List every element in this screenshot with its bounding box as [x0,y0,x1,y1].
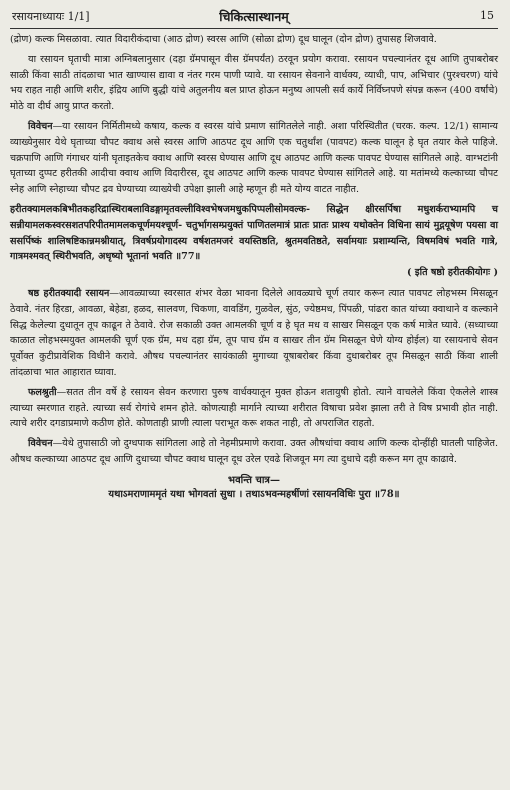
commentary-text: —या रसायन निर्मितीमध्ये कषाय, कल्क व स्वरस यांचे प्रमाण सांगितलेले नाही. अशा परिस्थितीत (चरक. कल्प. 12/1) सामान्य व्याख्येनुसार येथे घृताच्या चौपट क्वाथ असे स्वरस आणि आठपट दूध आणि एक चतुर्थांश (पावपट) कल्क घालून हे घृत तयार केले पाहिजे. चक्रपाणि आणि गंगाधर यांनी घृताइतकेच क्वाथ आणि स्वरस घेण्यास आणि दूध आठपट आणि कल्क पावपट घेण्यास सांगितले आहे. वाग्भटांनी घृताच्या दुप्पट हरीतकी आदीचा क्वाथ आणि विदारीरस, दूध आठपट आणि कल्क पावपट घेण्यास सांगितले आहे. या मतांमध्ये कल्काच्या चौपट स्नेह आणि स्नेहाच्या चौपट द्रव घेण्याच्या व्याख्येची उपेक्षा झाली आहे म्हणून ही मते योग्य वाटत नाहीत. [10,120,498,196]
verse-intro-heading: भवन्ति चात्र— [228,474,280,486]
commentary2-lead: विवेचन [28,438,53,450]
sanskrit-verse-78: यथाऽमराणाममृतं यथा भोगवतां सुधा । तथाऽभवन्महर्षीणां रसायनविधिः पुरा ॥78॥ [108,488,400,500]
phalashruti-text: —सतत तीन वर्षे हे रसायन सेवन करणारा पुरुष वार्धक्यातून मुक्त होऊन शतायुषी होतो. त्याने वाचलेले किंवा ऐकलेले शास्त्र त्याच्या स्मरणात राहते. त्याच्या सर्व रोगांचे शमन होते. कोणत्याही मार्गाने त्याच्या शरीरात विषाचा प्रवेश झाला तरी ते विष प्रभावी होत नाही. त्याचे शरीर दगडाप्रमाणे कठीण होते. कोणताही प्राणी त्याला पराभूत करू शकत नाही, तो अपराजित राहतो. [10,386,498,430]
commentary-lead: विवेचन [28,120,53,132]
running-title: चिकित्सास्थानम् [219,9,289,24]
paragraph-phalashruti [10,385,498,432]
page-header [10,6,498,29]
section-text: —आवळ्याच्या स्वरसात शंभर वेळा भावना दिलेले आवळ्याचे चूर्ण तयार करून त्यात पावपट लोहभस्म मिसळून ठेवावे. नंतर हिरडा, आवळा, बेहेडा, हळद, सालवण, चिकणा, वावडिंग, गुळवेल, सुंठ, ज्येष्ठमध, पिंपळी, पांढरा कात यांच्या क्वाथाने व कल्काने सिद्ध केलेल्या दुधातून तूप काढून ते ठेवावे. रोज सकाळी उक्त आमलकी चूर्ण व हे घृत मध व साखर मिसळून एक कर्ष मात्रेत घ्यावे. (सध्याच्या काळात लोहभस्मयुक्त आमलकी चूर्ण एक ग्रॅम, मध दहा ग्रॅम, तूप पाच ग्रॅम व साखर तीन ग्रॅम मिसळून घेणे योग्य होईल) या रसायनाचे सेवन पूर्वोक्त कुटीप्रावेशिक विधीने करावे. औषध पचल्यानंतर सायंकाळी मुगाच्या यूषाबरोबर किंवा दुधाबरोबर तूप मिसळून साठी किंवा शाली तांदळाचा भात आहारात घ्यावा. [10,287,499,378]
phalashruti-lead: फलश्रुती [28,386,57,398]
page-body [10,29,498,503]
paragraph-continuation: (द्रोण) कल्क मिसळावा. त्यात विदारीकंदाचा (आठ द्रोण) स्वरस आणि (सोळा द्रोण) दूध घालून (दोन द्रोण) तुपासह शिजवावे. [10,34,437,45]
section-lead: षष्ठ हरीतक्यादी रसायन [28,287,110,299]
chapter-reference: रसायनाध्यायः 1/1] [12,10,90,23]
paragraph-commentary-2 [10,436,498,468]
sanskrit-verse-77 [10,202,498,281]
paragraph-sixth-rasayana [10,286,498,381]
verse-colophon: ( इति षष्ठो हरीतकीयोगः ) [407,267,498,279]
paragraph-dosage: या रसायन घृताची मात्रा अग्निबलानुसार (दहा ग्रॅमपासून वीस ग्रॅमपर्यंत) ठरवून प्रयोग करावा. रसायन पचल्यानंतर दूध आणि तुपाबरोबर साळी किंवा साठी तांदळाचा भात खाण्यास द्यावा व नंतर गरम पाणी प्यावे. या रसायन सेवनाने वार्धक्य, व्याधी, पाप, अभिचार (पुरश्चरण) यांचे भय राहत नाही आणि शरीर, इंद्रिय आणि बुद्धी यांचे अतुलनीय बल प्राप्त होऊन मनुष्य आपली सर्व कार्ये निर्विघ्नपणे संपन्न करून (400 वर्षांचे) मोठे वा दीर्घ आयु प्राप्त करतो. [10,53,498,113]
page-number: 15 [480,9,494,22]
paragraph-commentary-1 [10,119,498,198]
commentary2-text: —येथे तुपासाठी जो दुग्धपाक सांगितला आहे तो नेहमीप्रमाणे करावा. उक्त औषधांचा क्वाथ आणि कल्क दोन्हींही घातली पाहिजेत. औषध कल्काच्या आठपट दूध आणि दुधाच्या चौपट क्वाथ घालून दूध उरेल एवढे शिजवून मग त्या दुधाचे दही करून मग तूप काढावे. [10,438,498,465]
verse-text: हरीतक्यामलकबिभीतकहरिद्रास्थिराबलाविडङ्गामृतवल्लीविश्वभेषजमधुकपिप्पलीसोमवल्क- सिद्धेन क्षीरसर्पिषा मधुशर्कराभ्यामपि च सन्नीयामलकस्वरसशतपरिपीतमामलकचूर्णमयश्चूर्ण- चतुर्भागसम्प्रयुक्तं पाणितलमात्रं प्रातः प्रातः प्राश्य यथोक्तेन विधिना सायं मुद्गयूषेण पयसा वा ससर्पिष्कं शालिषष्टिकान्नमश्नीयात्, त्रिवर्षप्रयोगादस्य वर्षशतमजरं वयस्तिष्ठति, श्रुतमवतिष्ठते, सर्वामयाः प्रशाम्यन्ति, विषमविषं भवति गात्रे, गात्रमश्मवत् स्थिरीभवति, अधृष्यो भूतानां भवति ॥77॥ [10,203,498,263]
